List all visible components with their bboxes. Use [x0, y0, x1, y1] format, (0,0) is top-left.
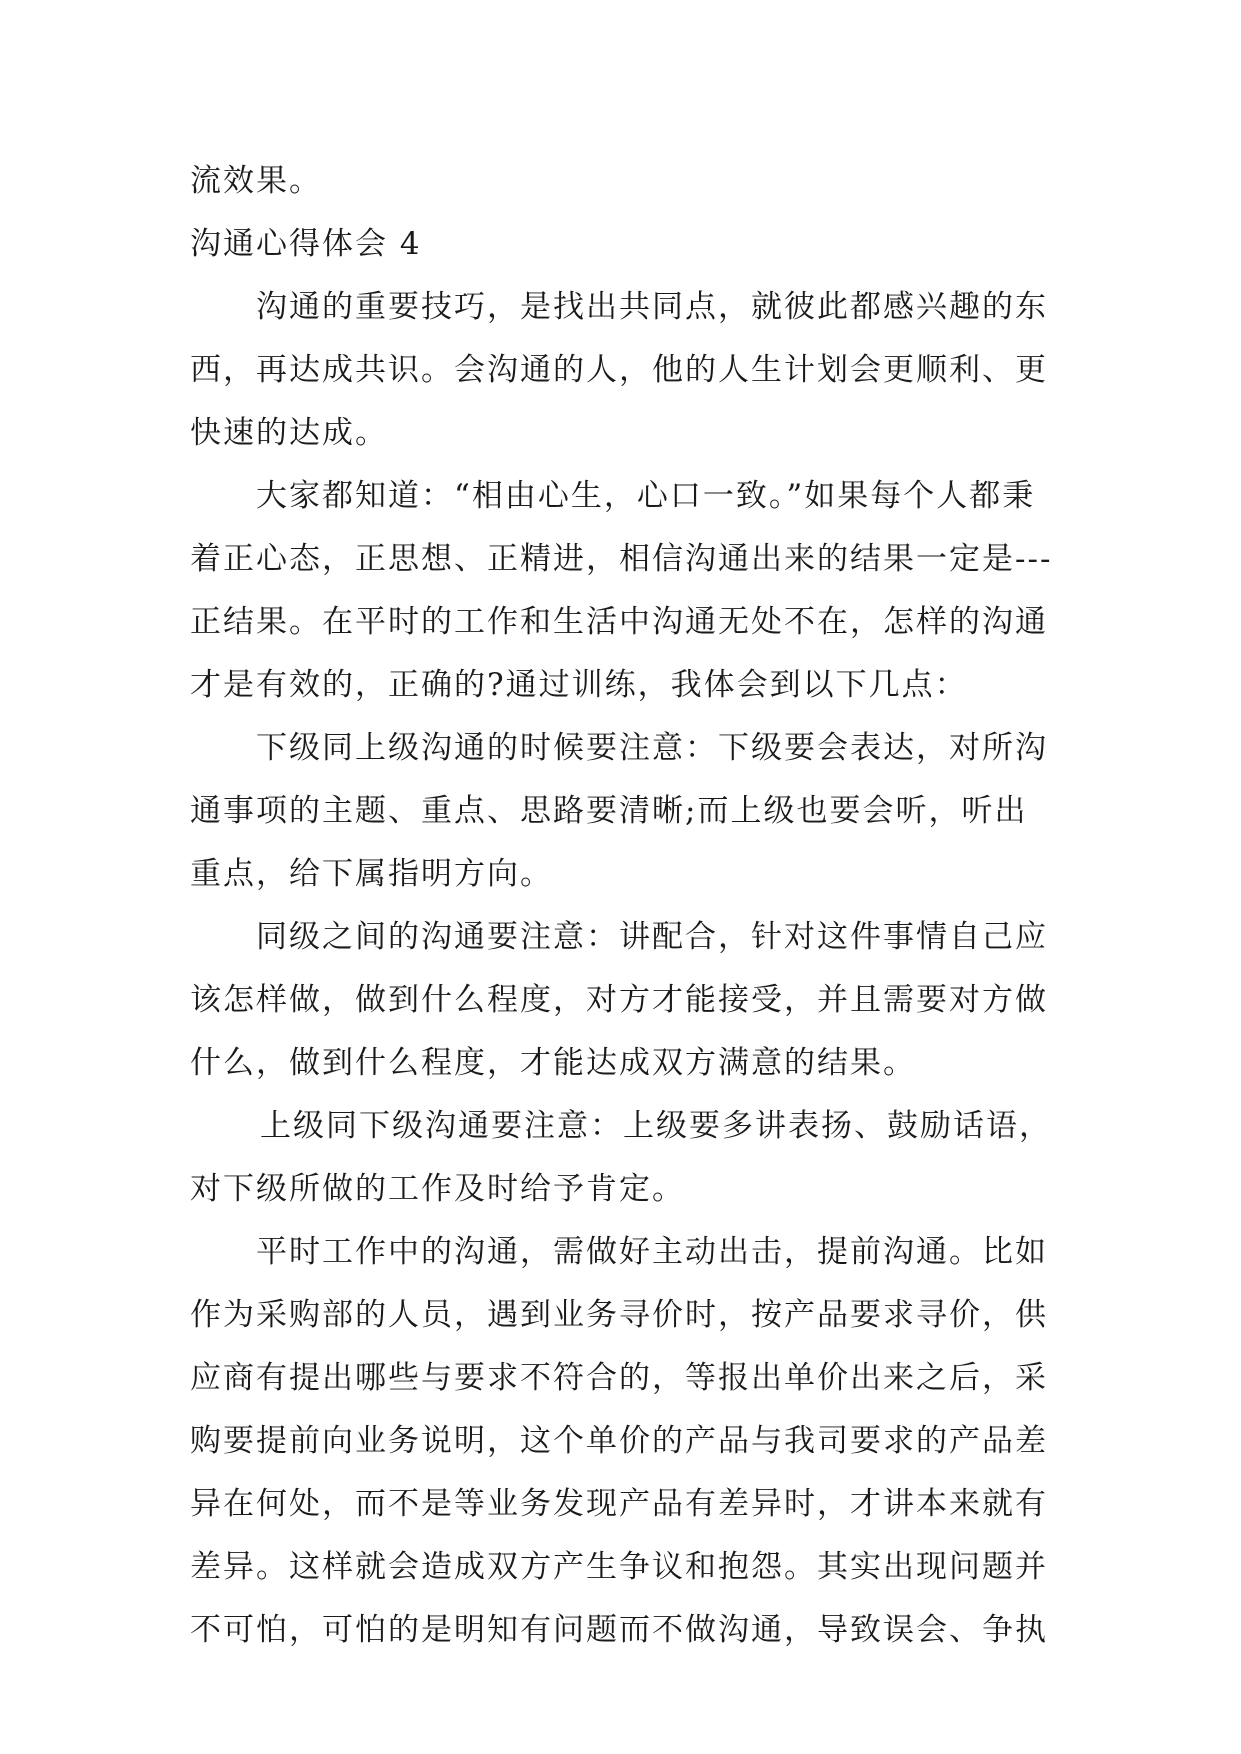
text-line: 大家都知道：“相由心生，心口一致。”如果每个人都秉: [256, 478, 1036, 514]
text-line: 着正心态，正思想、正精进，相信沟通出来的结果一定是---: [190, 541, 1053, 577]
text-line: 平时工作中的沟通，需做好主动出击，提前沟通。比如: [256, 1234, 1048, 1270]
text-line: 重点，给下属指明方向。: [190, 856, 553, 892]
text-line: 该怎样做，做到什么程度，对方才能接受，并且需要对方做: [190, 982, 1048, 1018]
text-line: 购要提前向业务说明，这个单价的产品与我司要求的产品差: [190, 1423, 1048, 1459]
text-line: 西，再达成共识。会沟通的人，他的人生计划会更顺利、更: [190, 352, 1048, 388]
text-line: 什么，做到什么程度，才能达成双方满意的结果。: [190, 1045, 916, 1081]
text-line: 异在何处，而不是等业务发现产品有差异时，才讲本来就有: [190, 1486, 1048, 1522]
text-line: 对下级所做的工作及时给予肯定。: [190, 1171, 685, 1207]
document-body: [190, 150, 1070, 1662]
text-line: 差异。这样就会造成双方产生争议和抱怨。其实出现问题并: [190, 1549, 1048, 1585]
text-line: 同级之间的沟通要注意：讲配合，针对这件事情自己应: [256, 919, 1048, 955]
text-line: 沟通的重要技巧，是找出共同点，就彼此都感兴趣的东: [256, 289, 1048, 325]
text-line: 流效果。: [190, 163, 322, 199]
text-line: 不可怕，可怕的是明知有问题而不做沟通，导致误会、争执: [190, 1612, 1048, 1648]
text-line: 作为采购部的人员，遇到业务寻价时，按产品要求寻价，供: [190, 1297, 1048, 1333]
text-line: 才是有效的，正确的?通过训练，我体会到以下几点：: [190, 667, 968, 703]
text-line: 正结果。在平时的工作和生活中沟通无处不在，怎样的沟通: [190, 604, 1048, 640]
text-line: 上级同下级沟通要注意：上级要多讲表扬、鼓励话语，: [260, 1108, 1052, 1144]
section-heading: 沟通心得体会 4: [190, 226, 422, 262]
text-line: 应商有提出哪些与要求不符合的，等报出单价出来之后，采: [190, 1360, 1048, 1396]
text-line: 下级同上级沟通的时候要注意：下级要会表达，对所沟: [256, 730, 1048, 766]
text-line: 快速的达成。: [190, 415, 388, 451]
text-line: 通事项的主题、重点、思路要清晰;而上级也要会听，听出: [190, 793, 1028, 829]
